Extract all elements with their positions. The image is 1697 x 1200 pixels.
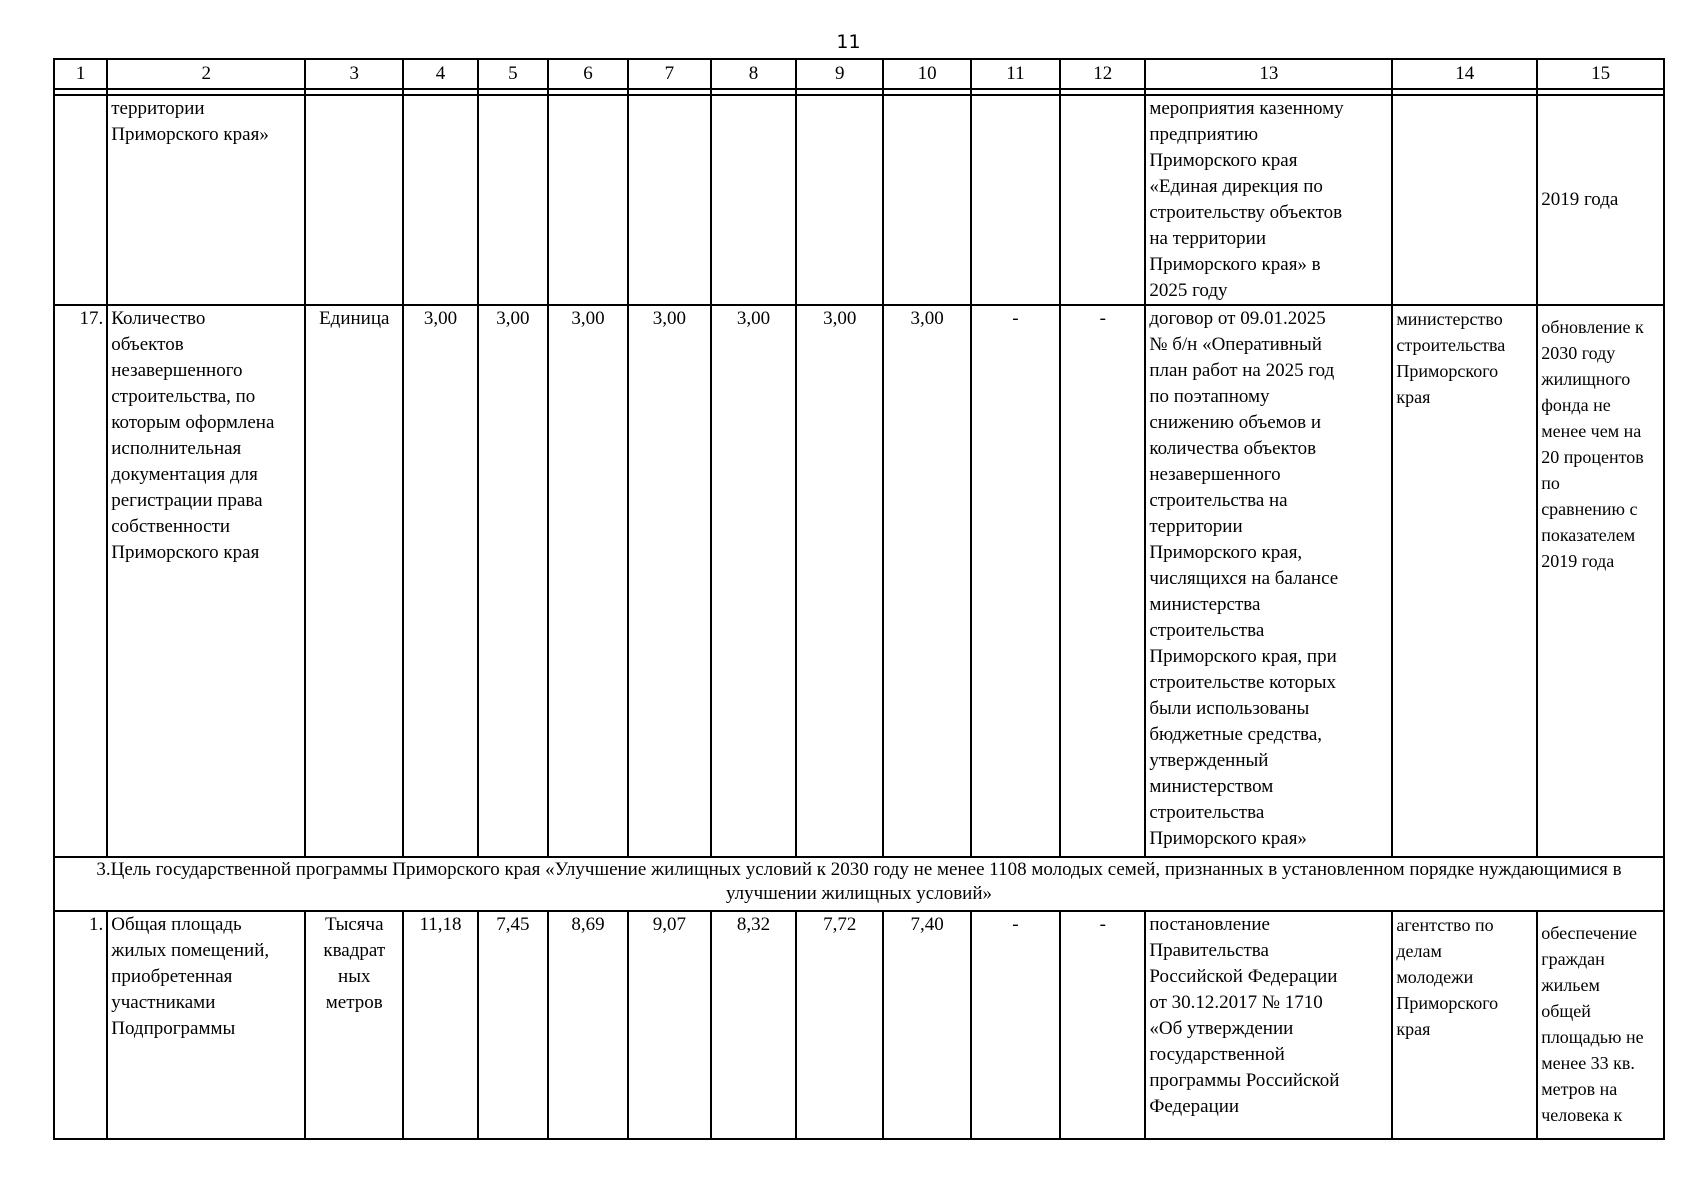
document-cell: мероприятия казенному предприятию Приморского края «Единая дирекция по строительству объектов на территории Приморского края» в 2025 году bbox=[1145, 95, 1392, 305]
unit-cell: Единица bbox=[305, 305, 403, 857]
header-cell: 4 bbox=[403, 59, 478, 89]
value-cell: 3,00 bbox=[403, 305, 478, 857]
column-number-header-row bbox=[54, 59, 1664, 89]
result-cell: обновление к 2030 году жилищного фонда не менее чем на 20 процентов по сравнению с показателем 2019 года bbox=[1537, 305, 1664, 857]
responsible-cell: агентство по делам молодежи Приморского края bbox=[1392, 911, 1537, 1139]
header-cell: 1 bbox=[54, 59, 107, 89]
value-cell: 11,18 bbox=[403, 911, 478, 1139]
document-cell: договор от 09.01.2025 № б/н «Оперативный план работ на 2025 год по поэтапному снижению объемов и количества объектов незавершенного строительства на территории Приморского края, числящихся на балансе министерства строительства Приморского края, при строительстве которых были использованы бюджетные средства, утвержденный министерством строительства Приморского края» bbox=[1145, 305, 1392, 857]
table-row-1 bbox=[54, 911, 1664, 1139]
value-cell: 8,69 bbox=[548, 911, 628, 1139]
value-cell: 3,00 bbox=[796, 305, 883, 857]
header-cell: 8 bbox=[711, 59, 796, 89]
indicator-name-cell: Количество объектов незавершенного строительства, по которым оформлена исполнительная документация для регистрации права собственности Приморского края bbox=[107, 305, 305, 857]
indicator-name-cell: Общая площадь жилых помещений, приобретенная участниками Подпрограммы bbox=[107, 911, 305, 1139]
header-cell: 15 bbox=[1537, 59, 1664, 89]
value-cell: 9,07 bbox=[628, 911, 711, 1139]
value-cell: 3,00 bbox=[548, 305, 628, 857]
document-cell: постановление Правительства Российской Федерации от 30.12.2017 № 1710 «Об утверждении государственной программы Российской Федерации bbox=[1145, 911, 1392, 1139]
header-cell: 10 bbox=[883, 59, 970, 89]
table-row-continuation bbox=[54, 95, 1664, 305]
header-cell: 9 bbox=[796, 59, 883, 89]
header-cell: 5 bbox=[478, 59, 548, 89]
responsible-cell: министерство строительства Приморского края bbox=[1392, 305, 1537, 857]
value-cell: - bbox=[1060, 911, 1145, 1139]
header-cell: 3 bbox=[305, 59, 403, 89]
responsible-cell bbox=[1392, 95, 1537, 305]
section-3-heading-row bbox=[54, 857, 1664, 911]
header-cell: 14 bbox=[1392, 59, 1537, 89]
table-row-17 bbox=[54, 305, 1664, 857]
header-cell: 2 bbox=[107, 59, 305, 89]
value-cell: 7,45 bbox=[478, 911, 548, 1139]
indicator-name-cell: территории Приморского края» bbox=[107, 95, 305, 305]
value-cell: 7,40 bbox=[883, 911, 970, 1139]
value-cell: 3,00 bbox=[628, 305, 711, 857]
section-heading: 3.Цель государственной программы Приморского края «Улучшение жилищных условий к 2030 году не менее 1108 молодых семей, признанных в установленном порядке нуждающимися в улучшении жилищных условий» bbox=[54, 857, 1664, 911]
value-cell: 8,32 bbox=[711, 911, 796, 1139]
row-number-cell bbox=[54, 95, 107, 305]
header-cell: 12 bbox=[1060, 59, 1145, 89]
result-cell: обеспечение граждан жильем общей площадью не менее 33 кв. метров на человека к bbox=[1537, 911, 1664, 1139]
value-cell: - bbox=[971, 305, 1060, 857]
row-number-cell: 1. bbox=[54, 911, 107, 1139]
value-cell: - bbox=[971, 911, 1060, 1139]
header-cell: 7 bbox=[628, 59, 711, 89]
value-cell: 3,00 bbox=[883, 305, 970, 857]
header-cell: 11 bbox=[971, 59, 1060, 89]
header-cell: 13 bbox=[1145, 59, 1392, 89]
indicators-table bbox=[53, 58, 1665, 1140]
value-cell: 3,00 bbox=[478, 305, 548, 857]
result-cell: 2019 года bbox=[1537, 95, 1664, 305]
value-cell: 7,72 bbox=[796, 911, 883, 1139]
unit-cell: Тысяча квадрат ных метров bbox=[305, 911, 403, 1139]
value-cell: 3,00 bbox=[711, 305, 796, 857]
value-cell: - bbox=[1060, 305, 1145, 857]
page-number: 11 bbox=[836, 31, 861, 53]
header-cell: 6 bbox=[548, 59, 628, 89]
row-number-cell: 17. bbox=[54, 305, 107, 857]
